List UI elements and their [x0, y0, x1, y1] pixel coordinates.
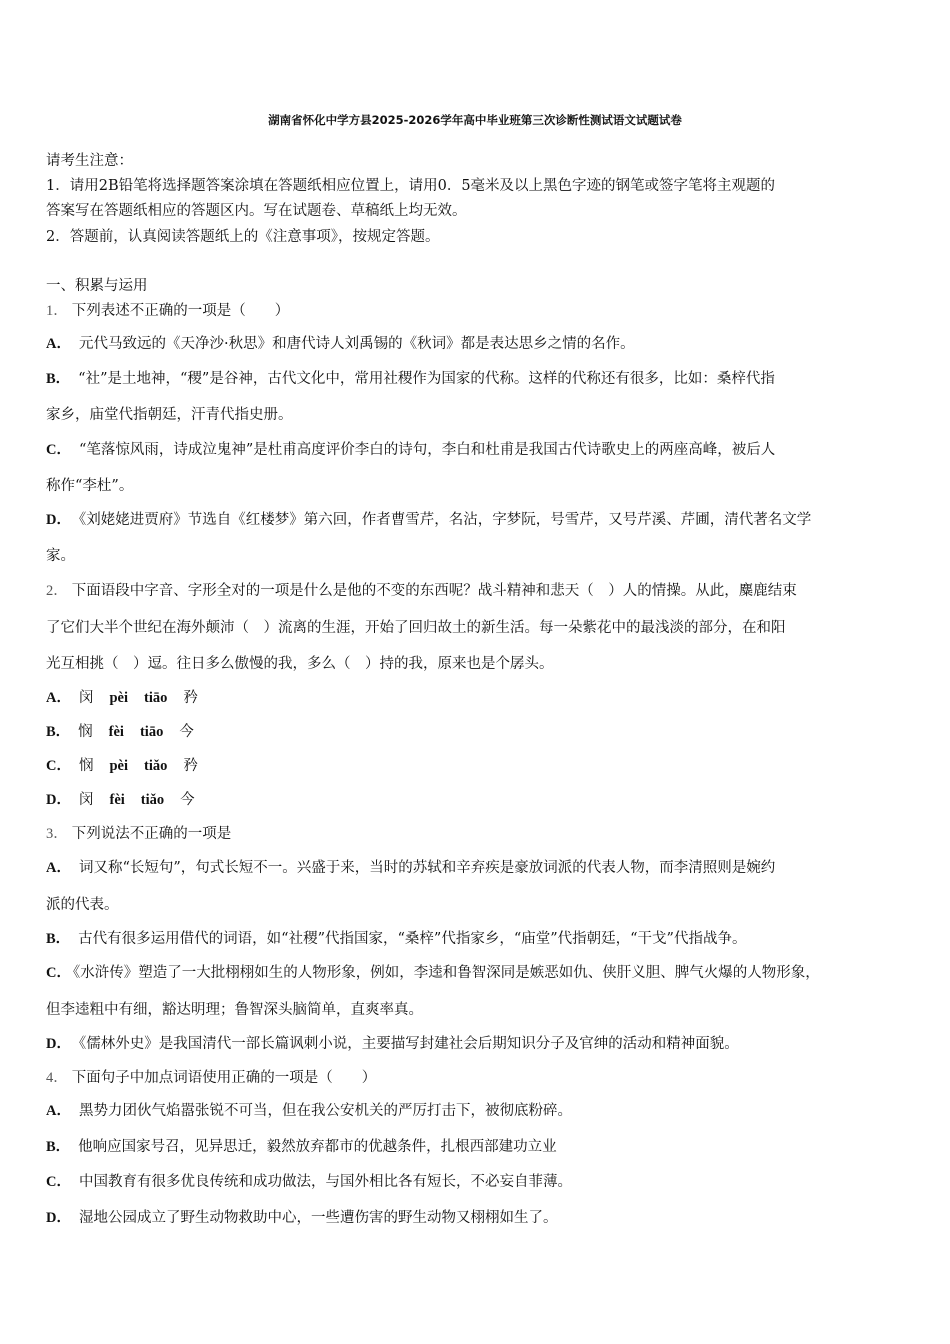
q1-stem — [46, 301, 289, 321]
q2-option-b — [46, 722, 194, 742]
q2-number: 2． — [46, 583, 68, 599]
q3-text: 下列说法不正确的一项是 — [71, 826, 232, 842]
option-char: 悯 — [78, 758, 94, 774]
option-text: 黑势力团伙气焰嚣张锐不可当，但在我公安机关的严厉打击下，被彻底粉碎。 — [78, 1103, 572, 1119]
q1-number: 1． — [46, 303, 68, 319]
option-text: 中国教育有很多优良传统和成功做法，与国外相比各有短长，不必妄自菲薄。 — [78, 1174, 572, 1190]
option-label: A． — [46, 690, 71, 706]
option-label: B． — [46, 371, 71, 387]
option-label: B． — [46, 931, 71, 947]
option-label: D． — [46, 1210, 71, 1226]
q4-option-a — [46, 1101, 572, 1121]
q1-option-b — [46, 369, 775, 389]
option-text: 元代马致远的《天净沙·秋思》和唐代诗人刘禹锡的《秋词》都是表达思乡之情的名作。 — [78, 336, 635, 352]
option-text: 他响应国家号召，见异思迁，毅然放弃都市的优越条件，扎根西部建功立业 — [78, 1139, 557, 1155]
option-text: 词又称“长短句”，句式长短不一。兴盛于来，当时的苏轼和辛弃疾是豪放词派的代表人物，而李清照则是婉约 — [78, 860, 776, 876]
q1-option-d — [46, 510, 811, 530]
q3-option-c-cont: 但李逵粗中有细，豁达明理；鲁智深头脑简单，直爽率真。 — [46, 1002, 423, 1018]
q1-option-c-cont: 称作“李杜”。 — [46, 478, 134, 494]
page-title: 湖南省怀化中学方县2025-2026学年高中毕业班第三次诊断性测试语文试题试卷 — [268, 113, 682, 127]
option-char: 矜 — [183, 690, 198, 706]
option-pinyin: tiāo — [144, 690, 168, 706]
q3-option-d — [46, 1034, 739, 1054]
option-label: D． — [46, 792, 71, 808]
option-text: “笔落惊风雨，诗成泣鬼神”是杜甫高度评价李白的诗句，李白和杜甫是我国古代诗歌史上的两座高峰，被后人 — [78, 442, 776, 458]
option-text: 《刘姥姥进贾府》节选自《红楼梦》第六回，作者曹雪芹，名沾，字梦阮，号雪芹，又号芹溪、芹圃，清代著名文学 — [78, 512, 812, 528]
q3-number: 3． — [46, 826, 68, 842]
option-label: C． — [46, 442, 71, 458]
q3-option-a — [46, 858, 775, 878]
section-heading: 一、积累与运用 — [46, 278, 148, 294]
q4-number: 4． — [46, 1070, 68, 1086]
q1-option-c — [46, 440, 775, 460]
notice-line-3: 2．答题前，认真阅读答题纸上的《注意事项》，按规定答题。 — [46, 229, 440, 245]
option-text: 湿地公园成立了野生动物救助中心，一些遭伤害的野生动物又栩栩如生了。 — [78, 1210, 558, 1226]
option-label: D． — [46, 1036, 71, 1052]
option-text: 《儒林外史》是我国清代一部长篇讽刺小说，主要描写封建社会后期知识分子及官绅的活动和精神面貌。 — [78, 1036, 739, 1052]
q3-option-c — [46, 963, 820, 983]
option-pinyin: pèi — [109, 758, 129, 774]
notice-line-1: 1．请用2B铅笔将选择题答案涂填在答题纸相应位置上，请用0．5毫米及以上黑色字迹的钢笔或签字笔将主观题的 — [46, 178, 776, 194]
option-text: 《水浒传》塑造了一大批栩栩如生的人物形象，例如，李逵和鲁智深同是嫉恶如仇、侠肝义胆、脾气火爆的人物形象， — [72, 965, 820, 981]
q3-stem — [46, 824, 231, 844]
option-pinyin: fèi — [108, 724, 124, 740]
notice-line-2: 答案写在答题纸相应的答题区内。写在试题卷、草稿纸上均无效。 — [46, 203, 467, 219]
q4-stem — [46, 1068, 376, 1088]
option-char: 矜 — [183, 758, 198, 774]
q2-text: 下面语段中字音、字形全对的一项是什么是他的不变的东西呢？战斗精神和悲天（ ）人的情操。从此，麋鹿结束 — [71, 583, 797, 599]
option-label: A． — [46, 1103, 71, 1119]
option-label: A． — [46, 860, 71, 876]
q4-option-d — [46, 1208, 557, 1228]
q2-option-a — [46, 688, 198, 708]
q2-option-c — [46, 756, 198, 776]
option-label: D． — [46, 512, 71, 528]
notice-heading: 请考生注意： — [46, 153, 133, 169]
option-char: 闵 — [78, 690, 94, 706]
option-label: C． — [46, 758, 71, 774]
option-text: “社”是土地神，“稷”是谷神，古代文化中，常用社稷作为国家的代称。这样的代称还有很多，比如：桑梓代指 — [78, 371, 775, 387]
q2-stem-line-3: 光互相挑（ ）逗。往日多么傲慢的我，多么（ ）持的我，原来也是个孱头。 — [46, 656, 554, 672]
q4-text: 下面句子中加点词语使用正确的一项是（ ） — [71, 1070, 377, 1086]
option-char: 今 — [180, 792, 195, 808]
q1-option-b-cont: 家乡，庙堂代指朝廷，汗青代指史册。 — [46, 407, 293, 423]
option-label: B． — [46, 724, 71, 740]
option-pinyin: tiǎo — [144, 758, 168, 774]
option-text: 古代有很多运用借代的词语，如“社稷”代指国家，“桑梓”代指家乡，“庙堂”代指朝廷，“干戈”代指战争。 — [78, 931, 747, 947]
option-label: B． — [46, 1139, 71, 1155]
option-pinyin: tiāo — [139, 724, 164, 740]
option-label: C． — [46, 1174, 71, 1190]
option-char: 今 — [179, 724, 194, 740]
q4-option-c — [46, 1172, 572, 1192]
option-char: 闵 — [78, 792, 94, 808]
option-label: C． — [46, 965, 71, 981]
q3-option-a-cont: 派的代表。 — [46, 897, 119, 913]
option-char: 悯 — [78, 724, 93, 740]
option-pinyin: pèi — [109, 690, 129, 706]
q1-text: 下列表述不正确的一项是（ ） — [71, 303, 290, 319]
q1-option-a — [46, 334, 635, 354]
option-pinyin: tiǎo — [140, 792, 165, 808]
q2-stem-line-2: 了它们大半个世纪在海外颠沛（ ）流离的生涯，开始了回归故土的新生活。每一朵紫花中的最浅淡的部分，在和阳 — [46, 620, 786, 636]
q2-option-d — [46, 790, 195, 810]
q1-option-d-cont: 家。 — [46, 548, 75, 564]
q3-option-b — [46, 929, 746, 949]
option-label: A． — [46, 336, 71, 352]
q2-stem-line-1 — [46, 581, 797, 601]
q4-option-b — [46, 1137, 557, 1157]
option-pinyin: fèi — [109, 792, 125, 808]
